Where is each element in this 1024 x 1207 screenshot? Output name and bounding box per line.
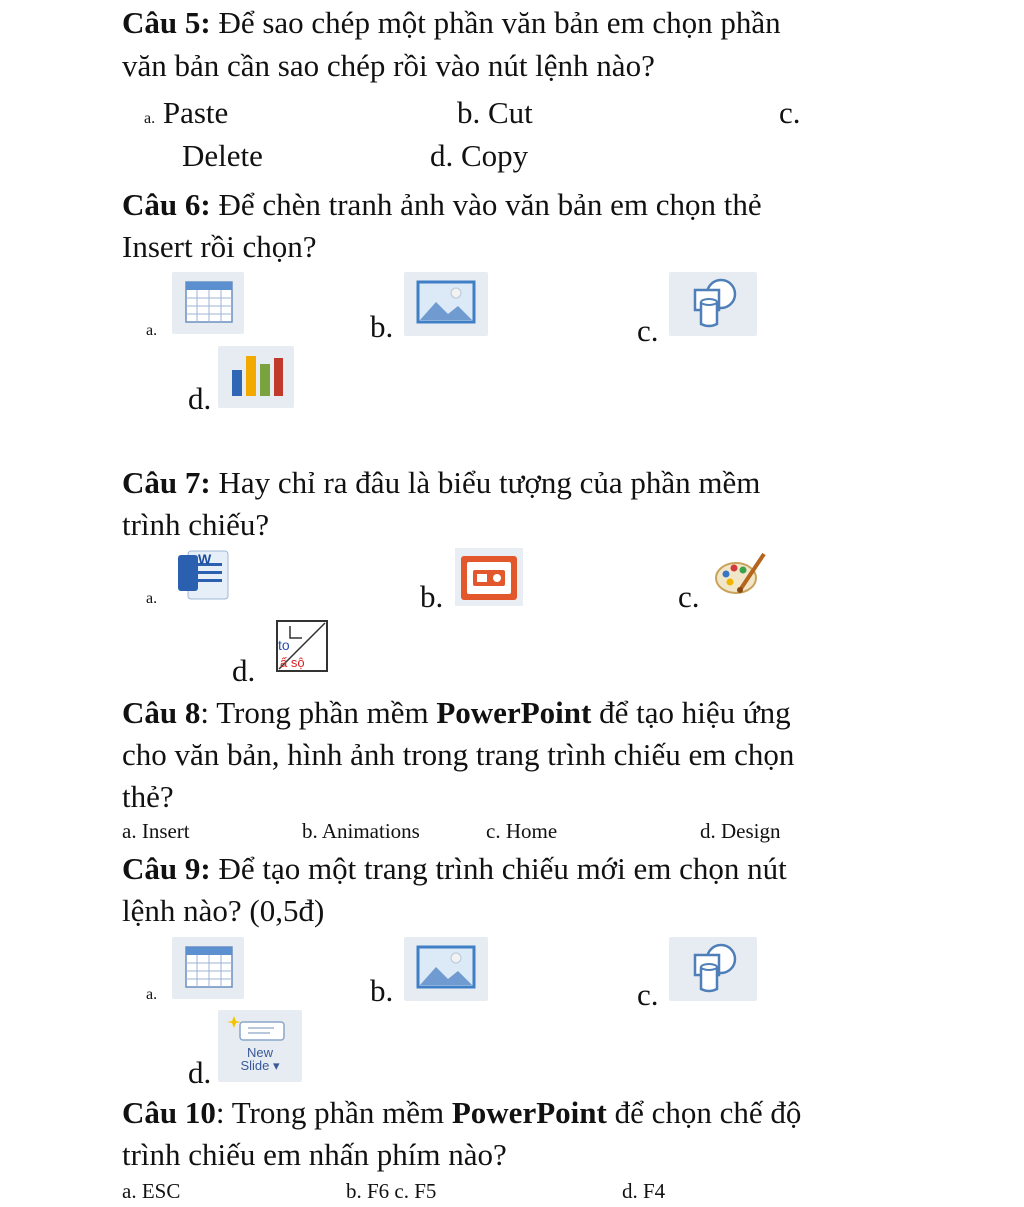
table-icon: [172, 937, 244, 999]
q5-option-c-text: Delete: [182, 138, 263, 173]
q5-line2: văn bản cần sao chép rồi vào nút lệnh nào?: [122, 48, 655, 83]
q9-option-a: a.: [146, 986, 158, 1003]
shapes-icon: [669, 272, 757, 336]
q5-option-b: b. Cut: [457, 95, 533, 130]
q10-option-d: d. F4: [622, 1179, 666, 1203]
q8-option-a: a. Insert: [122, 819, 190, 843]
q8-option-b: b. Animations: [302, 819, 420, 843]
picture-icon: [404, 937, 488, 1001]
q7-option-d: d.: [232, 653, 256, 688]
table-icon: [172, 272, 244, 334]
q5-label: Câu 5:: [122, 5, 211, 40]
chart-icon: [218, 346, 294, 408]
q7-option-c: c.: [678, 579, 700, 614]
q9-line2: lệnh nào? (0,5đ): [122, 893, 325, 928]
q10-label: Câu 10: [122, 1095, 216, 1130]
new-slide-label: New Slide ▾: [240, 1045, 280, 1073]
q6-option-c: c.: [637, 313, 659, 348]
q7-option-b: b.: [420, 579, 444, 614]
q8-line1: Câu 8: Trong phần mềm PowerPoint để tạo hiệu ứng: [122, 695, 791, 730]
q7-line2: trình chiếu?: [122, 507, 270, 542]
typing-icon-bottom-text: ấ sộ: [280, 655, 305, 670]
typing-icon-top-text: to: [278, 637, 290, 653]
q5-line1: Câu 5: Để sao chép một phần văn bản em chọn phần: [122, 5, 781, 40]
q5-option-d: d. Copy: [430, 138, 529, 173]
word-app-icon: [172, 545, 236, 603]
q8-line2: cho văn bản, hình ảnh trong trang trình chiếu em chọn: [122, 737, 795, 772]
q7-label: Câu 7:: [122, 465, 211, 500]
q7-line1: Câu 7: Hay chỉ ra đâu là biểu tượng của phần mềm: [122, 465, 761, 500]
q8-line3: thẻ?: [122, 779, 174, 814]
q6-line1: Câu 6: Để chèn tranh ảnh vào văn bản em chọn thẻ: [122, 187, 762, 222]
q6-option-d: d.: [188, 381, 212, 416]
q9-label: Câu 9:: [122, 851, 211, 886]
q8-option-d: d. Design: [700, 819, 781, 843]
paint-app-icon: [710, 548, 770, 604]
q9-option-c: c.: [637, 977, 659, 1012]
q10-line2: trình chiếu em nhấn phím nào?: [122, 1137, 507, 1172]
q10-line1: Câu 10: Trong phần mềm PowerPoint để chọn chế độ: [122, 1095, 802, 1130]
q10-option-b-c: b. F6 c. F5: [346, 1179, 437, 1203]
shapes-icon: [669, 937, 757, 1001]
typing-app-icon: [276, 620, 328, 672]
q5-option-a: a. Paste: [144, 95, 229, 130]
word-logo-letter: W: [198, 551, 212, 567]
q6-option-a: a.: [146, 322, 158, 339]
q6-label: Câu 6:: [122, 187, 211, 222]
q9-option-b: b.: [370, 973, 394, 1008]
powerpoint-app-icon: [455, 548, 523, 606]
q8-powerpoint-word: PowerPoint: [436, 695, 592, 730]
q9-line1: Câu 9: Để tạo một trang trình chiếu mới em chọn nút: [122, 851, 787, 886]
q8-label: Câu 8: [122, 695, 201, 730]
q6-option-b: b.: [370, 309, 394, 344]
q8-option-c: c. Home: [486, 819, 558, 843]
picture-icon: [404, 272, 488, 336]
q10-powerpoint-word: PowerPoint: [451, 1095, 607, 1130]
q7-option-a: a.: [146, 590, 158, 607]
q5-option-c: c.: [779, 95, 801, 130]
new-slide-icon: [218, 1010, 302, 1082]
q9-option-d: d.: [188, 1055, 212, 1090]
q6-line2: Insert rồi chọn?: [122, 229, 317, 264]
q10-option-a: a. ESC: [122, 1179, 181, 1203]
